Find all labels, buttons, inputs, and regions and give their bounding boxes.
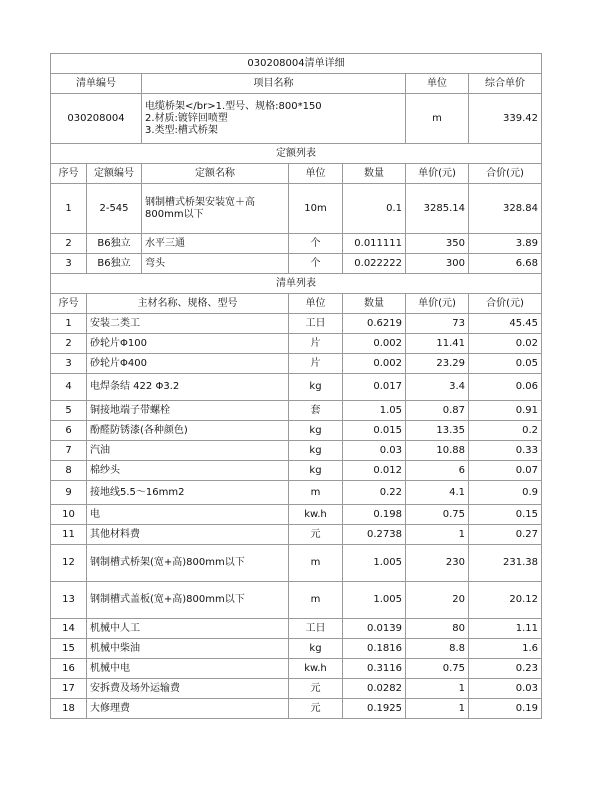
material-total: 0.07 [469,461,542,481]
material-price: 10.88 [406,441,469,461]
material-price: 1 [406,699,469,719]
material-row [51,505,542,525]
material-name: 安装二类工 [87,314,289,334]
material-total: 0.91 [469,401,542,421]
material-qty: 0.3116 [343,659,406,679]
material-name: 其他材料费 [87,525,289,545]
material-total: 20.12 [469,582,542,619]
materials-body [51,314,542,719]
material-unit: 元 [289,525,343,545]
material-row [51,334,542,354]
material-qty: 0.198 [343,505,406,525]
material-unit: 元 [289,699,343,719]
material-name: 钢制槽式盖板(宽+高)800mm以下 [87,582,289,619]
material-row [51,699,542,719]
quota-header: 序号 [51,164,87,184]
material-row [51,639,542,659]
material-unit: kg [289,421,343,441]
material-row [51,619,542,639]
material-price: 20 [406,582,469,619]
material-row [51,374,542,401]
material-row [51,461,542,481]
material-unit: 工日 [289,314,343,334]
material-total: 1.6 [469,639,542,659]
material-no: 8 [51,461,87,481]
material-qty: 0.002 [343,354,406,374]
material-price: 230 [406,545,469,582]
material-qty: 1.05 [343,401,406,421]
material-name: 机械中柴油 [87,639,289,659]
material-unit: kw.h [289,505,343,525]
material-total: 0.06 [469,374,542,401]
quota-row: 1 2-545 钢制槽式桥架安装宽＋高800mm以下 10m 0.1 3285.14 328.84 [51,184,542,234]
material-price: 11.41 [406,334,469,354]
materials-section-title: 清单列表 [51,274,542,294]
material-price: 6 [406,461,469,481]
header-price: 综合单价 [469,74,542,94]
material-total: 0.03 [469,679,542,699]
material-price: 13.35 [406,421,469,441]
material-total: 0.19 [469,699,542,719]
material-unit: m [289,545,343,582]
material-price: 1 [406,525,469,545]
materials-header: 数量 [343,294,406,314]
material-unit: 片 [289,334,343,354]
quota-row: 3 B6独立 弯头 个 0.022222 300 6.68 [51,254,542,274]
material-price: 3.4 [406,374,469,401]
material-name: 电 [87,505,289,525]
material-price: 4.1 [406,481,469,505]
materials-header: 单价(元) [406,294,469,314]
material-name: 砂轮片Φ100 [87,334,289,354]
material-price: 8.8 [406,639,469,659]
quota-section-title: 定额列表 [51,144,542,164]
material-row [51,545,542,582]
material-row [51,354,542,374]
material-no: 10 [51,505,87,525]
material-qty: 0.2738 [343,525,406,545]
material-qty: 0.1816 [343,639,406,659]
material-qty: 0.017 [343,374,406,401]
material-no: 17 [51,679,87,699]
item-price: 339.42 [469,94,542,144]
material-no: 3 [51,354,87,374]
table-title: 030208004清单详细 [51,54,542,74]
material-qty: 0.015 [343,421,406,441]
material-qty: 0.22 [343,481,406,505]
material-qty: 0.0139 [343,619,406,639]
material-no: 12 [51,545,87,582]
quota-header: 定额名称 [142,164,289,184]
materials-header: 合价(元) [469,294,542,314]
material-no: 5 [51,401,87,421]
material-qty: 0.002 [343,334,406,354]
material-name: 酚醛防锈漆(各种颜色) [87,421,289,441]
material-total: 0.9 [469,481,542,505]
material-name: 大修理费 [87,699,289,719]
material-price: 80 [406,619,469,639]
item-name-line: 3.类型:槽式桥架 [145,124,218,136]
material-row [51,679,542,699]
quota-row: 2 B6独立 水平三通 个 0.011111 350 3.89 [51,234,542,254]
materials-header: 单位 [289,294,343,314]
material-row [51,314,542,334]
material-no: 15 [51,639,87,659]
material-no: 2 [51,334,87,354]
material-unit: 套 [289,401,343,421]
material-row [51,525,542,545]
material-row [51,659,542,679]
material-unit: 片 [289,354,343,374]
material-name: 钢制槽式桥架(宽+高)800mm以下 [87,545,289,582]
material-no: 6 [51,421,87,441]
material-unit: 元 [289,679,343,699]
material-no: 11 [51,525,87,545]
material-row [51,401,542,421]
header-unit: 单位 [406,74,469,94]
quota-header: 定额编号 [87,164,142,184]
item-name-line: 2.材质:镀锌回喷塑 [145,112,228,124]
material-name: 砂轮片Φ400 [87,354,289,374]
material-no: 18 [51,699,87,719]
material-price: 1 [406,679,469,699]
material-total: 0.27 [469,525,542,545]
quota-header: 数量 [343,164,406,184]
material-name: 安拆费及场外运输费 [87,679,289,699]
material-name: 电焊条结 422 Φ3.2 [87,374,289,401]
material-unit: m [289,481,343,505]
material-name: 铜接地端子带螺栓 [87,401,289,421]
material-total: 0.33 [469,441,542,461]
material-row [51,421,542,441]
material-no: 9 [51,481,87,505]
material-no: 1 [51,314,87,334]
material-total: 231.38 [469,545,542,582]
material-qty: 0.6219 [343,314,406,334]
material-qty: 1.005 [343,545,406,582]
material-name: 汽油 [87,441,289,461]
bill-detail-table [50,53,542,719]
material-unit: m [289,582,343,619]
material-row [51,481,542,505]
material-unit: kg [289,374,343,401]
material-price: 0.75 [406,505,469,525]
material-row [51,441,542,461]
material-unit: 工日 [289,619,343,639]
material-price: 73 [406,314,469,334]
material-no: 14 [51,619,87,639]
material-total: 0.2 [469,421,542,441]
material-price: 0.87 [406,401,469,421]
material-no: 7 [51,441,87,461]
material-name: 接地线5.5～16mm2 [87,481,289,505]
material-qty: 0.03 [343,441,406,461]
material-total: 0.02 [469,334,542,354]
material-total: 0.05 [469,354,542,374]
material-qty: 0.0282 [343,679,406,699]
materials-header: 序号 [51,294,87,314]
materials-header: 主材名称、规格、型号 [87,294,289,314]
item-name-line: 电缆桥架</br>1.型号、规格:800*150 [145,100,322,112]
header-code: 清单编号 [51,74,142,94]
material-total: 0.23 [469,659,542,679]
material-name: 棉纱头 [87,461,289,481]
material-no: 16 [51,659,87,679]
material-row [51,582,542,619]
material-price: 0.75 [406,659,469,679]
material-unit: kg [289,461,343,481]
item-name [142,94,406,144]
material-total: 45.45 [469,314,542,334]
material-unit: kw.h [289,659,343,679]
quota-header: 合价(元) [469,164,542,184]
item-unit: m [406,94,469,144]
material-no: 4 [51,374,87,401]
material-qty: 1.005 [343,582,406,619]
material-no: 13 [51,582,87,619]
quota-header: 单位 [289,164,343,184]
material-unit: kg [289,639,343,659]
material-total: 1.11 [469,619,542,639]
material-qty: 0.012 [343,461,406,481]
material-name: 机械中人工 [87,619,289,639]
quota-header: 单价(元) [406,164,469,184]
material-name: 机械中电 [87,659,289,679]
material-qty: 0.1925 [343,699,406,719]
header-name: 项目名称 [142,74,406,94]
item-code: 030208004 [51,94,142,144]
material-unit: kg [289,441,343,461]
material-total: 0.15 [469,505,542,525]
material-price: 23.29 [406,354,469,374]
